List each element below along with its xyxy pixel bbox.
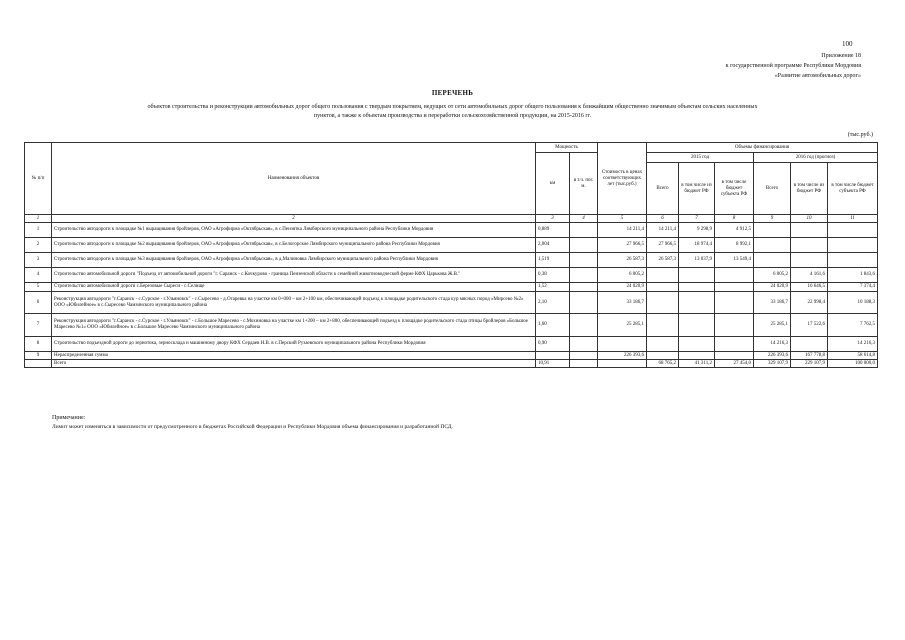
length-km: 1,519 bbox=[536, 253, 570, 268]
total-pog-m bbox=[570, 360, 598, 368]
cost-value: 24 020,9 bbox=[598, 283, 647, 292]
subject-2015 bbox=[715, 283, 754, 292]
total-2016: 6 005,2 bbox=[754, 268, 791, 283]
object-name: Нераспределенная сумма bbox=[52, 352, 536, 360]
length-km: 0,889 bbox=[536, 223, 570, 238]
federal-2015: 9 298,9 bbox=[679, 223, 715, 238]
row-number: 6 bbox=[25, 292, 52, 314]
federal-2016: 16 646,5 bbox=[791, 283, 828, 292]
column-number: 10 bbox=[791, 215, 828, 223]
column-number: 9 bbox=[754, 215, 791, 223]
total-2015 bbox=[647, 268, 679, 283]
row-number: 3 bbox=[25, 253, 52, 268]
federal-2015 bbox=[679, 352, 715, 360]
federal-2016: 17 522,6 bbox=[791, 314, 828, 337]
total-total-2015: 68 765,2 bbox=[647, 360, 679, 368]
total-2016: 33 186,7 bbox=[754, 292, 791, 314]
appendix-program-name: «Развитие автомобильных дорог» bbox=[774, 73, 861, 79]
total-2016: 14 216,3 bbox=[754, 337, 791, 352]
header-year-2016: 2016 год (прогноз) bbox=[754, 153, 878, 163]
object-name: Строительство автодороги к площадке №3 выращивания бройлеров, ОАО «Агрофирма «Октябрьская», в д.Малиновка Лямбирского муниципального района Республики Мордовия bbox=[52, 253, 536, 268]
table-row bbox=[25, 238, 878, 253]
header-subject-2016: в том числе бюджет субъекта РФ bbox=[828, 163, 878, 215]
column-number: 5 bbox=[598, 215, 647, 223]
table-row bbox=[25, 337, 878, 352]
table-row bbox=[25, 283, 878, 292]
column-number: 6 bbox=[647, 215, 679, 223]
row-number: 1 bbox=[25, 223, 52, 238]
federal-2015: 18 974,4 bbox=[679, 238, 715, 253]
federal-2015: 13 037,9 bbox=[679, 253, 715, 268]
page-number: 100 bbox=[842, 40, 853, 48]
document-subtitle bbox=[30, 103, 875, 121]
column-number: 11 bbox=[828, 215, 878, 223]
row-number: 8 bbox=[25, 337, 52, 352]
total-num bbox=[25, 360, 52, 368]
header-capacity: Мощность bbox=[536, 143, 598, 153]
subject-2016: 14 216,3 bbox=[828, 337, 878, 352]
subtitle-line-1: объектов строительства и реконструкции автомобильных дорог общего пользования с твердым покрытием, ведущих от сети автомобильных дорог общего пользования к ближайшим общественно значимым объектам сельских населенных bbox=[147, 104, 758, 110]
cost-value: 226 393,6 bbox=[598, 352, 647, 360]
cost-value: 27 966,5 bbox=[598, 238, 647, 253]
total-2016 bbox=[754, 238, 791, 253]
cost-value: 26 587,3 bbox=[598, 253, 647, 268]
row-number: 5 bbox=[25, 283, 52, 292]
appendix-program: к государственной программе Республики Мордовия bbox=[725, 63, 861, 69]
subtitle-line-2: пунктов, а также к объектам производства и переработки сельскохозяйственной продукции, на 2015-2016 гг. bbox=[313, 113, 592, 119]
notes-title: Примечание: bbox=[52, 415, 86, 421]
cost-value bbox=[598, 337, 647, 352]
length-km bbox=[536, 352, 570, 360]
subject-2016 bbox=[828, 223, 878, 238]
header-km: км bbox=[536, 153, 570, 215]
total-2016: 25 285,1 bbox=[754, 314, 791, 337]
federal-2016 bbox=[791, 253, 828, 268]
object-name: Строительство автомобильной дороги с.Березовые Сыреси - с.Селище bbox=[52, 283, 536, 292]
subject-2015 bbox=[715, 337, 754, 352]
column-number: 8 bbox=[715, 215, 754, 223]
total-2016: 226 393,6 bbox=[754, 352, 791, 360]
total-total-2016: 329 107,9 bbox=[754, 360, 791, 368]
notes-text: Лимит может изменяться в зависимости от предусмотренного в бюджетах Российской Федерации и Республики Мордовия объема финансирования и разработанной ПСД. bbox=[52, 424, 453, 430]
length-pog-m bbox=[570, 238, 598, 253]
total-row bbox=[25, 360, 878, 368]
subject-2016: 7 374,4 bbox=[828, 283, 878, 292]
subject-2015: 8 992,1 bbox=[715, 238, 754, 253]
total-2016: 24 020,9 bbox=[754, 283, 791, 292]
federal-2016: 4 161,6 bbox=[791, 268, 828, 283]
header-name: Наименования объектов bbox=[52, 143, 536, 215]
federal-2015 bbox=[679, 292, 715, 314]
row-number: 9 bbox=[25, 352, 52, 360]
length-pog-m bbox=[570, 283, 598, 292]
federal-2016: 22 998,4 bbox=[791, 292, 828, 314]
objects-table bbox=[24, 142, 878, 368]
length-km: 1,60 bbox=[536, 314, 570, 337]
column-number: 4 bbox=[570, 215, 598, 223]
federal-2015 bbox=[679, 337, 715, 352]
length-km: 0,90 bbox=[536, 337, 570, 352]
cost-value: 6 005,2 bbox=[598, 268, 647, 283]
total-2015 bbox=[647, 283, 679, 292]
federal-2015 bbox=[679, 283, 715, 292]
header-total-2016: Всего bbox=[754, 163, 791, 215]
appendix-number: Приложение 18 bbox=[821, 53, 861, 59]
total-subject-2015: 27 454,0 bbox=[715, 360, 754, 368]
object-name: Строительство автодороги к площадке №2 выращивания бройлеров, ОАО «Агрофирма «Октябрьская», в с.Белогорское Лямбирского муниципального района Республики Мордовия bbox=[52, 238, 536, 253]
table-row bbox=[25, 314, 878, 337]
subject-2015 bbox=[715, 352, 754, 360]
object-name: Реконструкция автодороги "г.Саранск - с.Сурское - г.Ульяновск" - с.Большое Маресево - с.Мохиновка на участке км 1+200 – км 2+800, обеспечивающей подъезд к площадке родительского стада птицы бройлеров «Большое Маресево №1» ООО «Юбилейное» в с.Большое Маресево Чамзинского муниципального района bbox=[52, 314, 536, 337]
subject-2016: 10 188,3 bbox=[828, 292, 878, 314]
table-row bbox=[25, 253, 878, 268]
total-2015: 27 966,5 bbox=[647, 238, 679, 253]
length-km: 2,004 bbox=[536, 238, 570, 253]
column-number: 7 bbox=[679, 215, 715, 223]
appendix-block bbox=[726, 51, 861, 81]
total-subject-2016: 100 000,0 bbox=[828, 360, 878, 368]
length-km: 0,38 bbox=[536, 268, 570, 283]
header-year-2015: 2015 год bbox=[647, 153, 754, 163]
subject-2016: 7 762,5 bbox=[828, 314, 878, 337]
length-pog-m bbox=[570, 314, 598, 337]
column-number-row bbox=[25, 215, 878, 223]
subject-2016: 1 843,6 bbox=[828, 268, 878, 283]
subject-2015: 4 912,5 bbox=[715, 223, 754, 238]
total-2015 bbox=[647, 352, 679, 360]
total-2015 bbox=[647, 292, 679, 314]
total-km: 10,91 bbox=[536, 360, 570, 368]
header-pog-m: в т.ч. пог. м. bbox=[570, 153, 598, 215]
length-pog-m bbox=[570, 352, 598, 360]
cost-value: 14 211,4 bbox=[598, 223, 647, 238]
column-number: 1 bbox=[25, 215, 52, 223]
federal-2016 bbox=[791, 223, 828, 238]
header-subject-2015: в том числе бюджет субъекта РФ bbox=[715, 163, 754, 215]
length-pog-m bbox=[570, 268, 598, 283]
subject-2015 bbox=[715, 268, 754, 283]
length-pog-m bbox=[570, 253, 598, 268]
cost-value: 25 285,1 bbox=[598, 314, 647, 337]
table-row bbox=[25, 352, 878, 360]
subject-2016: 58 614,8 bbox=[828, 352, 878, 360]
subject-2015: 13 549,4 bbox=[715, 253, 754, 268]
total-2015: 26 587,3 bbox=[647, 253, 679, 268]
total-2015 bbox=[647, 337, 679, 352]
unit-label: (тыс.руб.) bbox=[847, 132, 873, 138]
row-number: 2 bbox=[25, 238, 52, 253]
header-num: № п/п bbox=[25, 143, 52, 215]
total-label: Всего bbox=[52, 360, 536, 368]
federal-2015 bbox=[679, 268, 715, 283]
row-number: 7 bbox=[25, 314, 52, 337]
column-number: 3 bbox=[536, 215, 570, 223]
subject-2015 bbox=[715, 292, 754, 314]
object-name: Строительство автомобильной дороги "Подъезд от автомобильной дороги "г. Саранск - с.Кочкурово - граница Пензенской области к семейной животноводческой ферме КФХ Царькова Ж.В." bbox=[52, 268, 536, 283]
length-pog-m bbox=[570, 292, 598, 314]
federal-2015 bbox=[679, 314, 715, 337]
total-federal-2016: 229 107,9 bbox=[791, 360, 828, 368]
federal-2016: 167 778,8 bbox=[791, 352, 828, 360]
header-funding: Объемы финансирования bbox=[647, 143, 878, 153]
subject-2016 bbox=[828, 238, 878, 253]
federal-2016 bbox=[791, 337, 828, 352]
row-number: 4 bbox=[25, 268, 52, 283]
total-federal-2015: 41 311,2 bbox=[679, 360, 715, 368]
total-2016 bbox=[754, 223, 791, 238]
subject-2015 bbox=[715, 314, 754, 337]
length-km: 1,52 bbox=[536, 283, 570, 292]
length-km: 2,10 bbox=[536, 292, 570, 314]
length-pog-m bbox=[570, 337, 598, 352]
total-cost bbox=[598, 360, 647, 368]
subject-2016 bbox=[828, 253, 878, 268]
total-2015 bbox=[647, 314, 679, 337]
object-name: Строительство подъездной дороги до зернотока, зерносклада и машинному двору КФХ Сердаев Н.В. в с.Перский Рузаевского муниципального района Республики Мордовия bbox=[52, 337, 536, 352]
header-cost: Стоимость в ценах соответствующих лет (тыс.руб.) bbox=[598, 143, 647, 215]
document-title: ПЕРЕЧЕНЬ bbox=[431, 89, 474, 97]
length-pog-m bbox=[570, 223, 598, 238]
table-row bbox=[25, 223, 878, 238]
header-total-2015: Всего bbox=[647, 163, 679, 215]
column-number: 2 bbox=[52, 215, 536, 223]
cost-value: 33 186,7 bbox=[598, 292, 647, 314]
federal-2016 bbox=[791, 238, 828, 253]
table-row bbox=[25, 292, 878, 314]
header-federal-2016: в том числе из бюджет РФ bbox=[791, 163, 828, 215]
object-name: Строительство автодороги к площадке №1 выращивания бройлеров, ОАО «Агрофирма «Октябрьская», в с.Пензятка Лямбирского муниципального района Республики Мордовия bbox=[52, 223, 536, 238]
object-name: Реконструкция автодороги "г.Саранск - с.Сурское - г.Ульяновск" - с.Сыресево - д.Огаревка на участке км 0+000 – км 2+100 км, обеспечивающей подъезд к площадке родительского стада кур мясных пород «Мирсево №2» ООО «Юбилейное» в с.Сыресево Чамзинского муниципального района bbox=[52, 292, 536, 314]
header-federal-2015: в том числе из бюджет РФ bbox=[679, 163, 715, 215]
total-2016 bbox=[754, 253, 791, 268]
total-2015: 14 211,4 bbox=[647, 223, 679, 238]
table-row bbox=[25, 268, 878, 283]
